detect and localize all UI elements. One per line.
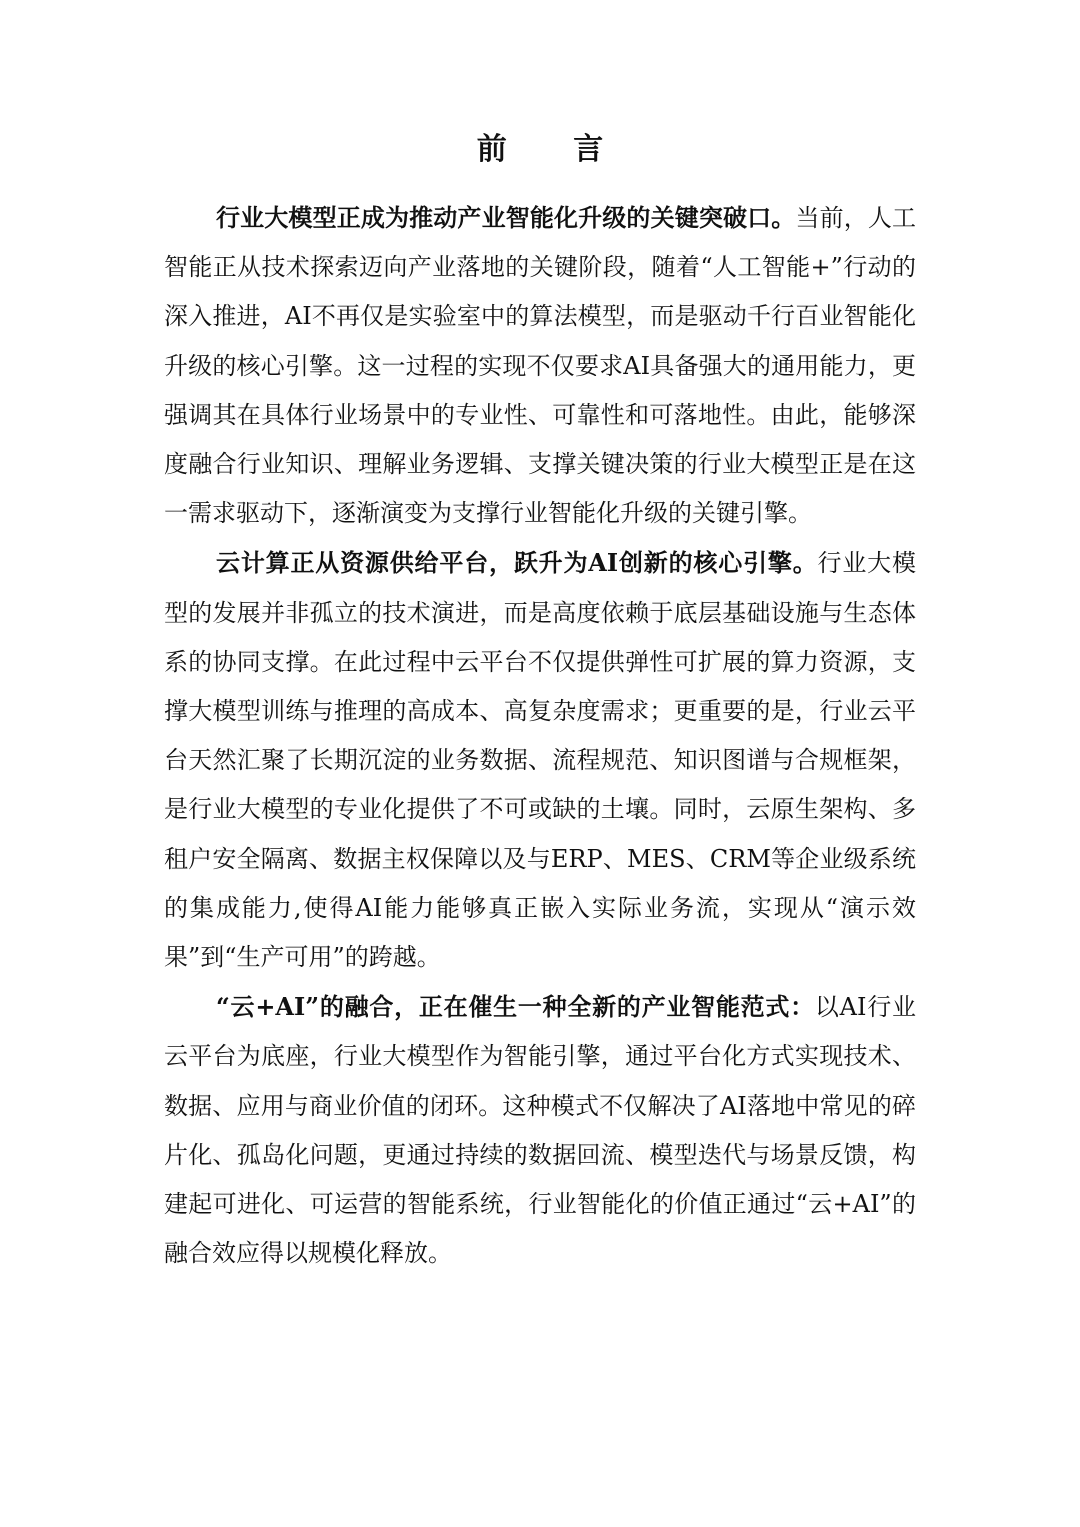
paragraph-3-lead: “云+AI”的融合，正在催生一种全新的产业智能范式： <box>216 992 815 1022</box>
paragraph-1 <box>164 193 916 538</box>
paragraph-2-text: 行业大模型的发展并非孤立的技术演进，而是高度依赖于底层基础设施与生态体系的协同支撑。在此过程中云平台不仅提供弹性可扩展的算力资源，支撑大模型训练与推理的高成本、高复杂度需求；更重要的是，行业云平台天然汇聚了长期沉淀的业务数据、流程规范、知识图谱与合规框架，是行业大模型的专业化提供了不可或缺的土壤。同时，云原生架构、多租户安全隔离、数据主权保障以及与ERP、MES、CRM等企业级系统的集成能力,使得AI能力能够真正嵌入实际业务流，实现从“演示效果”到“生产可用”的跨越。 <box>164 549 916 972</box>
paragraph-1-text: 当前，人工智能正从技术探索迈向产业落地的关键阶段，随着“人工智能+”行动的深入推进，AI不再仅是实验室中的算法模型，而是驱动千行百业智能化升级的核心引擎。这一过程的实现不仅要求AI具备强大的通用能力，更强调其在具体行业场景中的专业性、可靠性和可落地性。由此，能够深度融合行业知识、理解业务逻辑、支撑关键决策的行业大模型正是在这一需求驱动下，逐渐演变为支撑行业智能化升级的关键引擎。 <box>164 204 917 528</box>
paragraph-1-lead: 行业大模型正成为推动产业智能化升级的关键突破口。 <box>216 203 796 232</box>
paragraph-2 <box>164 538 916 982</box>
preface-body <box>164 193 916 1278</box>
page-title: 前 言 <box>476 132 632 167</box>
paragraph-3 <box>164 982 916 1278</box>
paragraph-3-text: 以AI行业云平台为底座，行业大模型作为智能引擎，通过平台化方式实现技术、数据、应用与商业价值的闭环。这种模式不仅解决了AI落地中常见的碎片化、孤岛化问题，更通过持续的数据回流、模型迭代与场景反馈，构建起可进化、可运营的智能系统，行业智能化的价值正通过“云+AI”的融合效应得以规模化释放。 <box>164 993 916 1268</box>
paragraph-2-lead: 云计算正从资源供给平台，跃升为AI创新的核心引擎。 <box>216 548 818 578</box>
